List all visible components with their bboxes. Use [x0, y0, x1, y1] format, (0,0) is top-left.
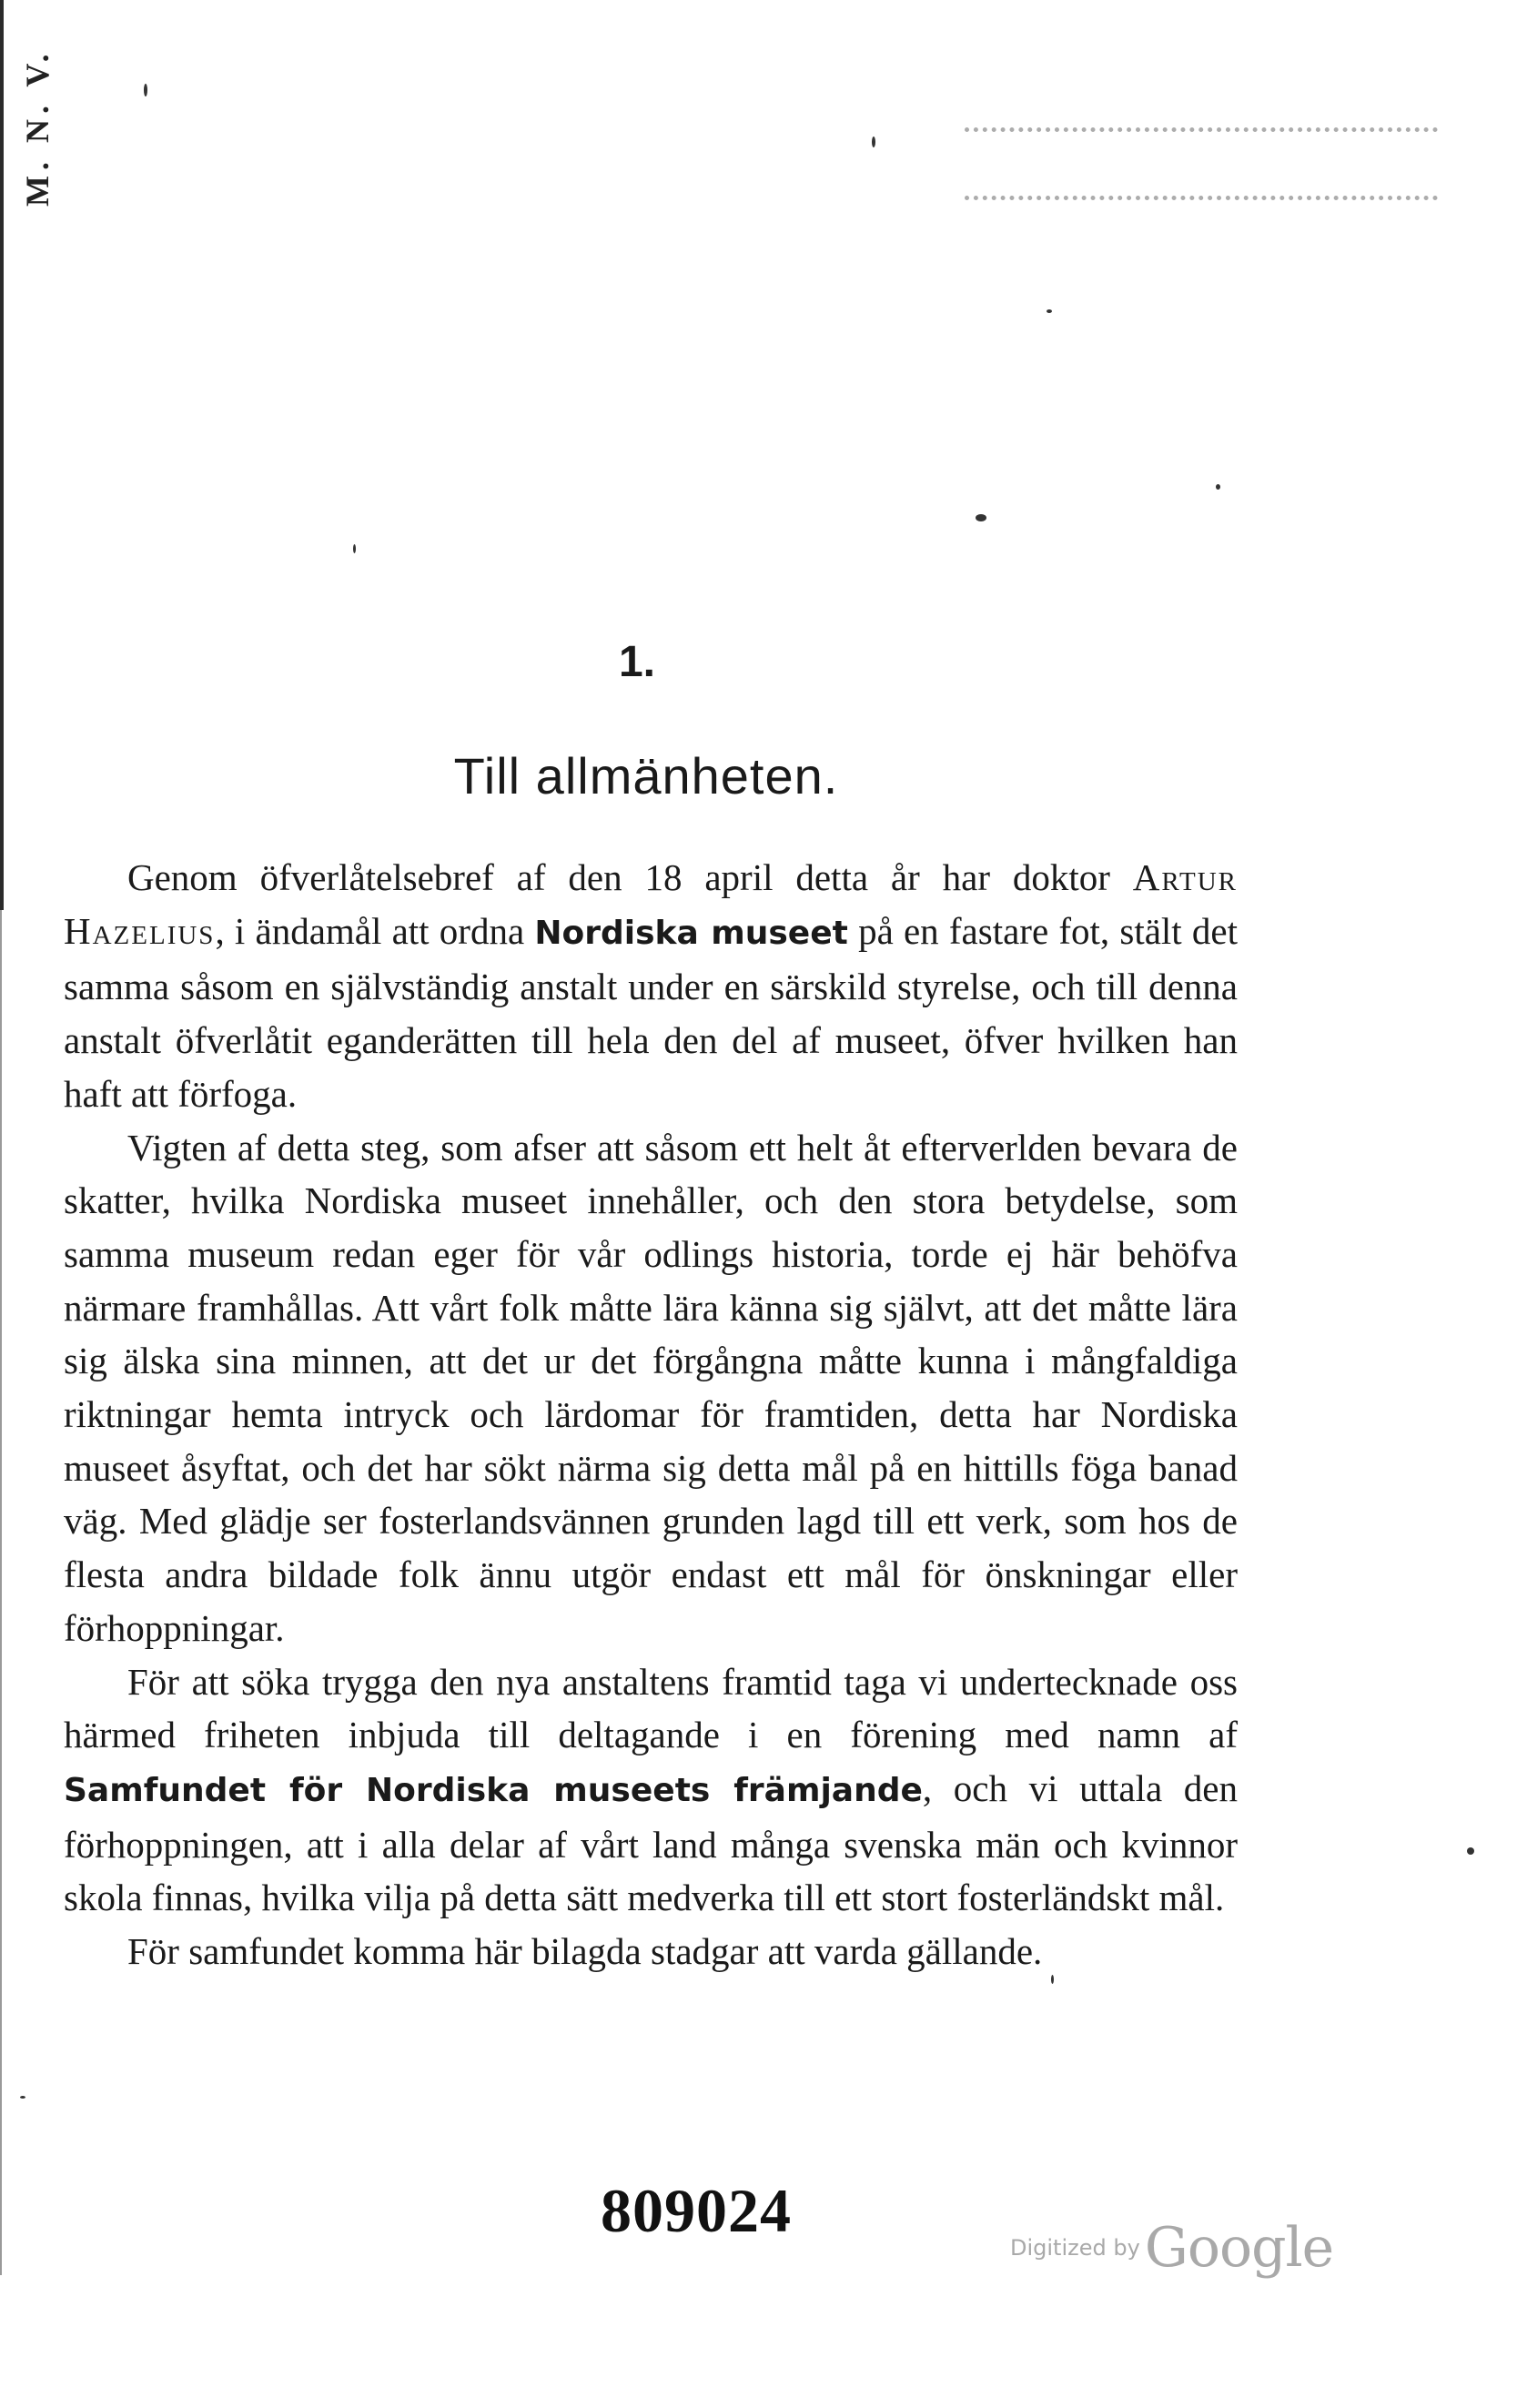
section-number: 1. — [618, 638, 656, 686]
paragraph-3-closing: , och vi uttala den förhoppningen, att i alla delar af vårt land många svenska män och kvinnor skola finnas, hvilka vilja på detta sätt medverka till ett stort fosterländskt mål. — [64, 1766, 1238, 1919]
scan-speck — [1216, 484, 1220, 490]
page-edge-shadow-lower — [0, 910, 2, 2275]
paragraph-1-opening: Genom öfverlåtelsebref af den 18 april detta år har doktor — [127, 856, 1110, 898]
catalog-number: 809024 — [601, 2176, 792, 2245]
paragraph-4: För samfundet komma här bilagda stadgar att varda gällande. — [127, 1930, 1043, 1973]
faded-library-stamp — [965, 64, 1438, 246]
body-text — [64, 851, 1238, 1978]
society-name: Samfundet för Nordiska museets främjande — [64, 1771, 923, 1809]
library-margin-mark: M. N. V. — [19, 48, 56, 207]
scan-speck — [353, 544, 356, 553]
stamp-line-2 — [965, 132, 1438, 200]
scan-speck — [20, 2096, 25, 2099]
scan-speck — [976, 514, 986, 521]
watermark-brand: Google — [1144, 2216, 1334, 2280]
paragraph-2: Vigten af detta steg, som afser att såsom ett helt åt efterverlden bevara de skatter, hvilka Nordiska museet innehåller, och den stora betydelse, som samma museum redan eger för vår odlings historia, torde ej här behöfva närmare framhållas. Att vårt folk måtte lära känna sig självt, att det måtte lära sig älska sina minnen, att det ur det förgångna måtte kunna i mångfaldiga riktningar hemta intryck och lärdomar för framtiden, detta har Nordiska museet åsyftat, och det har sökt närma sig detta mål på en hittills föga banad väg. Med glädje ser fosterlandsvännen grunden lagd till ett verk, som hos de flesta andra bildade folk ännu utgör endast ett mål för önskningar eller förhoppningar. — [64, 1126, 1238, 1649]
scan-speck — [1047, 309, 1052, 313]
scan-speck — [1467, 1847, 1474, 1855]
scan-speck — [872, 137, 875, 147]
watermark-prefix: Digitized by — [1010, 2235, 1140, 2261]
stamp-line-1 — [965, 64, 1438, 132]
paragraph-3 — [64, 1655, 1238, 1926]
paragraph-3-opening: För att söka trygga den nya anstaltens framtid taga vi undertecknade oss härmed friheten inbjuda till deltagande i en förening med namn af — [64, 1660, 1238, 1756]
person-name: Artur Hazelius — [64, 856, 1238, 952]
paragraph-1-middle: , i ändamål att ordna — [215, 909, 525, 952]
paragraph-1 — [64, 851, 1238, 1121]
paragraph-1-closing: på en fastare fot, stält det samma såsom en självständig anstalt under en särskild styrelse, och till denna anstalt öfverlåtit eganderätten till hela den del af museet, öfver hvilken han haft att förfoga. — [64, 909, 1238, 1115]
digitization-watermark — [1010, 2216, 1333, 2280]
museum-name: Nordiska museet — [534, 914, 848, 952]
page-title: Till allmänheten. — [453, 747, 839, 804]
scan-speck — [144, 84, 147, 96]
